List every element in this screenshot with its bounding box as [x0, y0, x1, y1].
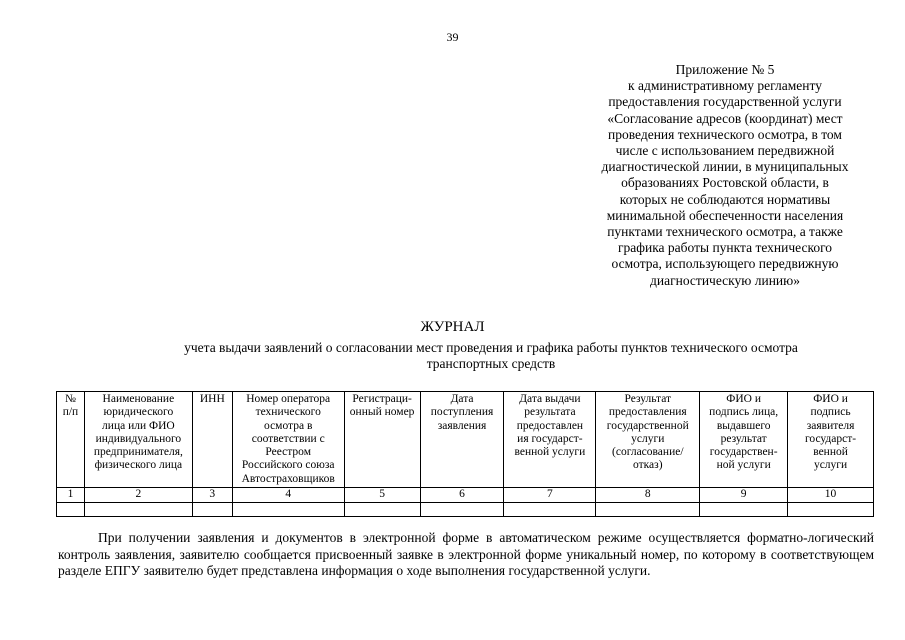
header-line: ИНН [199, 393, 225, 405]
journal-subtitle-line: учета выдачи заявлений о согласовании мест проведения и графика работы пунктов технического осмотра [184, 340, 798, 355]
header-line: физического лица [94, 459, 183, 472]
header-line: результата [524, 406, 576, 419]
header-line: ФИО и [813, 393, 848, 405]
appendix-line: которых не соблюдаются нормативы [619, 191, 831, 207]
header-line: Дата выдачи [519, 393, 581, 405]
header-line: выдавшего [716, 419, 771, 432]
header-line: подпись лица, [709, 406, 779, 419]
appendix-line: Приложение № 5 [675, 62, 775, 77]
header-line: Наименование [102, 393, 175, 405]
header-line: Реестром [265, 446, 311, 459]
appendix-line: графика работы пункта технического [617, 240, 833, 256]
header-line: подпись [810, 406, 851, 419]
empty-cell [788, 503, 874, 517]
header-line: Российского союза [241, 459, 335, 472]
header-line: предоставления [608, 406, 687, 419]
header-line: № [64, 393, 76, 405]
header-line: предоставлен [516, 419, 584, 432]
appendix-line: диагностическую линию» [650, 272, 800, 288]
appendix-line: к административному регламенту [628, 78, 822, 94]
column-number: 8 [596, 488, 700, 503]
appendix-line: «Согласование адресов (координат) мест [607, 110, 843, 126]
empty-cell [504, 503, 596, 517]
header-cell-operator-number [232, 392, 344, 488]
header-cell-applicant-signature [788, 392, 874, 488]
empty-row [57, 503, 874, 517]
appendix-line: диагностической линии, в муниципальных [601, 159, 849, 175]
column-number: 1 [57, 488, 85, 503]
column-number: 2 [84, 488, 192, 503]
header-cell-inn [192, 392, 232, 488]
appendix-line: проведения технического осмотра, в том [608, 126, 842, 142]
header-cell-result [596, 392, 700, 488]
appendix-line: минимальной обеспеченности населения [606, 207, 844, 223]
journal-table [56, 391, 874, 517]
appendix-line: числе с использованием передвижной [615, 143, 835, 159]
column-number: 7 [504, 488, 596, 503]
header-line: поступления [430, 406, 494, 419]
header-cell-issuer-signature [700, 392, 788, 488]
header-line: результат [720, 432, 767, 445]
appendix-line: пунктами технического осмотра, а также [607, 224, 843, 240]
empty-cell [596, 503, 700, 517]
column-number: 4 [232, 488, 344, 503]
appendix-line: осмотра, использующего передвижную [611, 256, 839, 272]
header-line: Номер оператора [246, 393, 331, 405]
header-line: услуги [813, 459, 848, 472]
header-line: осмотра в [264, 419, 313, 432]
page-number: 39 [446, 30, 459, 44]
header-line: заявления [437, 419, 487, 432]
header-line: Дата [450, 393, 474, 405]
header-line: Автостраховщиков [241, 472, 335, 485]
column-number-row [57, 488, 874, 503]
header-line: заявителя [806, 419, 855, 432]
column-number: 3 [192, 488, 232, 503]
column-number: 9 [700, 488, 788, 503]
header-line: п/п [62, 406, 79, 419]
header-line: государственной [606, 419, 689, 432]
journal-subtitle [160, 340, 822, 372]
table-header-row [57, 392, 874, 488]
empty-cell [420, 503, 504, 517]
header-line: соответствии с [251, 432, 325, 445]
header-cell-receipt-date [420, 392, 504, 488]
header-cell-issue-date [504, 392, 596, 488]
header-line: лица или ФИО [102, 419, 175, 432]
header-line: (согласование/ [612, 446, 684, 459]
header-line: юридического [103, 406, 174, 419]
header-line: государст- [804, 432, 857, 445]
appendix-header [575, 62, 875, 289]
header-line: отказ) [633, 459, 663, 472]
header-line: индивидуального [95, 432, 182, 445]
header-line: ной услуги [716, 459, 771, 472]
empty-cell [84, 503, 192, 517]
journal-subtitle-line: транспортных средств [426, 356, 556, 371]
header-cell-number [57, 392, 85, 488]
column-number: 10 [788, 488, 874, 503]
appendix-line: образованиях Ростовской области, в [621, 175, 829, 191]
header-line: технического [255, 406, 321, 419]
header-line: государствен- [709, 446, 778, 459]
header-line: венной услуги [514, 446, 586, 459]
empty-cell [344, 503, 420, 517]
empty-cell [192, 503, 232, 517]
header-line: предпринимателя, [93, 446, 183, 459]
header-cell-name [84, 392, 192, 488]
empty-cell [57, 503, 85, 517]
appendix-line: предоставления государственной услуги [608, 94, 842, 110]
empty-cell [232, 503, 344, 517]
header-line: онный номер [349, 406, 415, 419]
header-cell-registration-number [344, 392, 420, 488]
column-number: 6 [420, 488, 504, 503]
header-line: Регистраци- [352, 393, 412, 405]
header-line: венной [813, 446, 848, 459]
journal-title: ЖУРНАЛ [420, 319, 485, 335]
header-line: ФИО и [726, 393, 762, 405]
column-number: 5 [344, 488, 420, 503]
note-paragraph: При получении заявления и документов в электронной форме в автоматическом режиме осуществляется форматно-логический контроль заявления, заявителю сообщается присвоенный заявке в электронной форме уникальный номер, по которому в соответствующем разделе ЕПГУ заявителю будет представлена информация о ходе выполнения государственной услуги. [58, 530, 874, 578]
header-line: Результат [624, 393, 672, 405]
header-line: ия государст- [517, 432, 583, 445]
header-line: услуги [631, 432, 665, 445]
empty-cell [700, 503, 788, 517]
